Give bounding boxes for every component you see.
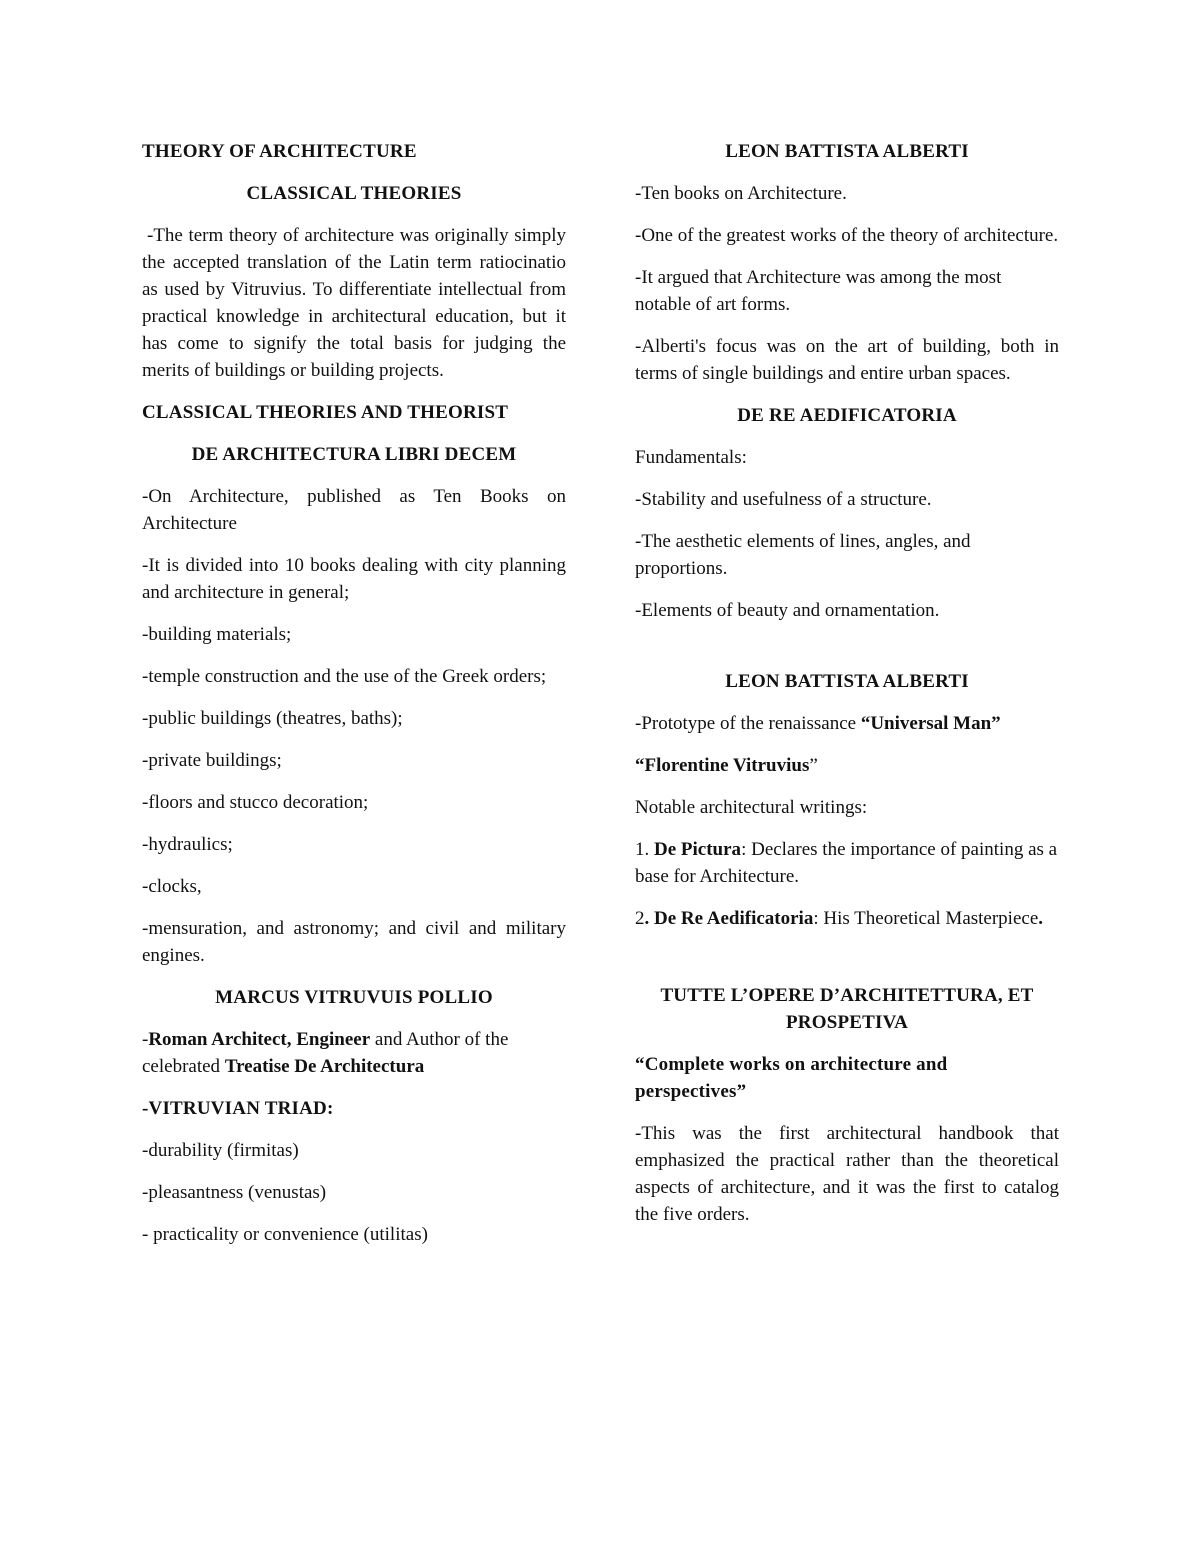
alberti-item: -One of the greatest works of the theory of architecture. — [635, 225, 1059, 246]
de-architectura-item: -hydraulics; — [142, 834, 233, 855]
theorist-heading: CLASSICAL THEORIES AND THEORIST — [142, 402, 509, 423]
marcus-heading: MARCUS VITRUVUIS POLLIO — [215, 987, 493, 1008]
alberti-second-heading: LEON BATTISTA ALBERTI — [725, 671, 969, 692]
writing-number: 1. — [635, 839, 654, 860]
de-architectura-item: -temple construction and the use of the Greek orders; — [142, 666, 547, 687]
tutte-heading: TUTTE L’OPERE D’ARCHITETTURA, ET PROSPETIVA — [660, 985, 1034, 1033]
writing-title: De Pictura — [654, 839, 742, 860]
alberti-heading: LEON BATTISTA ALBERTI — [725, 141, 969, 162]
classical-theories-heading: CLASSICAL THEORIES — [246, 183, 462, 204]
prototype-line — [635, 710, 1059, 737]
florentine-close-quote: ” — [809, 755, 818, 776]
de-architectura-item: -building materials; — [142, 624, 292, 645]
writing-item-2 — [635, 905, 1059, 932]
de-architectura-item: -private buildings; — [142, 750, 282, 771]
marcus-dash: - — [142, 1029, 149, 1050]
document-title: THEORY OF ARCHITECTURE — [142, 141, 417, 162]
writing-text: : His Theoretical Masterpiece — [813, 908, 1039, 929]
tutte-description: -This was the first architectural handbook that emphasized the practical rather than the theoretical aspects of architecture, and it was the first to catalog the five orders. — [635, 1123, 1059, 1225]
florentine-vitruvius: “Florentine Vitruvius — [635, 755, 810, 776]
intro-paragraph: -The term theory of architecture was originally simply the accepted translation of the Latin term ratiocinatio as used by Vitruvius. To differentiate intellectual from practical knowledge in architectural education, but it has come to signify the total basis for judging the merits of buildings or building projects. — [142, 225, 566, 381]
alberti-item: -It argued that Architecture was among the most notable of art forms. — [635, 267, 1002, 315]
de-architectura-item: -It is divided into 10 books dealing with city planning and architecture in general; — [142, 555, 566, 603]
universal-man: “Universal Man” — [860, 713, 1001, 734]
de-architectura-item: -clocks, — [142, 876, 202, 897]
writing-title: . De Re Aedificatoria — [644, 908, 814, 929]
fundamentals-item: -The aesthetic elements of lines, angles, and proportions. — [635, 531, 971, 579]
alberti-item: -Ten books on Architecture. — [635, 183, 847, 204]
writing-text: : Declares the importance of painting as a base for Architecture. — [635, 839, 1058, 887]
left-column — [142, 138, 566, 1263]
triad-item: -durability (firmitas) — [142, 1140, 299, 1161]
vitruvian-triad-heading: -VITRUVIAN TRIAD: — [142, 1098, 334, 1119]
writing-item-1 — [635, 836, 1059, 890]
de-architectura-item: -floors and stucco decoration; — [142, 792, 369, 813]
triad-item: - practicality or convenience (utilitas) — [142, 1224, 428, 1245]
writing-number: 2 — [635, 908, 645, 929]
tutte-quote: “Complete works on architecture and perspectives” — [635, 1054, 948, 1102]
marcus-role: Roman Architect, Engineer — [148, 1029, 371, 1050]
fundamentals-label: Fundamentals: — [635, 447, 747, 468]
marcus-description — [142, 1026, 566, 1080]
right-column — [635, 138, 1059, 1243]
writings-label: Notable architectural writings: — [635, 797, 868, 818]
fundamentals-item: -Stability and usefulness of a structure. — [635, 489, 932, 510]
de-architectura-item: -On Architecture, published as Ten Books on Architecture — [142, 486, 566, 534]
writing-period: . — [1038, 908, 1044, 929]
de-re-aedificatoria-heading: DE RE AEDIFICATORIA — [737, 405, 957, 426]
alberti-item: -Alberti's focus was on the art of building, both in terms of single buildings and entire urban spaces. — [635, 336, 1059, 384]
fundamentals-item: -Elements of beauty and ornamentation. — [635, 600, 940, 621]
de-architectura-item: -mensuration, and astronomy; and civil and military engines. — [142, 918, 566, 966]
de-architectura-item: -public buildings (theatres, baths); — [142, 708, 403, 729]
florentine-line — [635, 752, 1059, 779]
triad-item: -pleasantness (venustas) — [142, 1182, 327, 1203]
prototype-text: -Prototype of the renaissance — [635, 713, 861, 734]
marcus-text: and Author of the celebrated — [142, 1029, 509, 1077]
marcus-treatise: Treatise De Architectura — [224, 1056, 425, 1077]
de-architectura-heading: DE ARCHITECTURA LIBRI DECEM — [191, 444, 517, 465]
